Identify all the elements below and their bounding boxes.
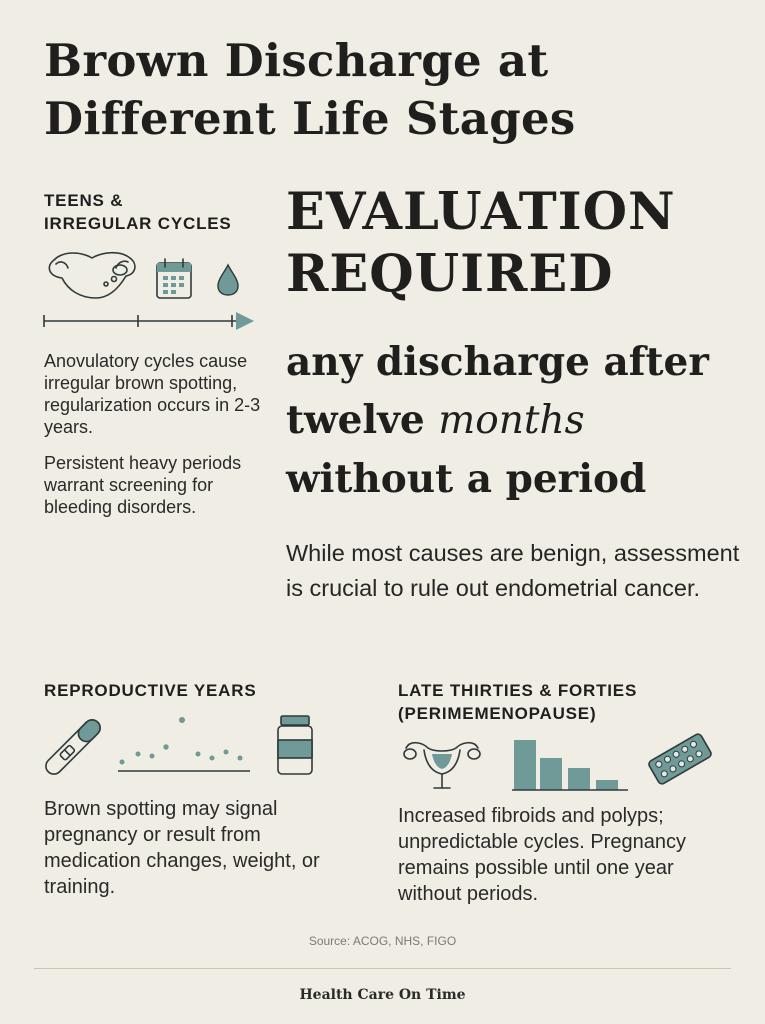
uterus-icon [42, 246, 142, 302]
footer-divider [34, 968, 731, 969]
perimenopause-heading-line-1: LATE THIRTIES & FORTIES [398, 681, 638, 700]
evaluation-line-2: REQUIRED [286, 244, 614, 304]
pregnancy-test-icon [40, 714, 106, 780]
teens-heading [44, 189, 232, 235]
pill-bottle-icon [276, 714, 314, 776]
perimenopause-heading-line-2: (PERIMEMENOPAUSE) [398, 704, 597, 723]
perimenopause-heading [398, 679, 637, 725]
teens-heading-line-2: IRREGULAR CYCLES [44, 214, 232, 233]
statement-emphasis: months [438, 398, 585, 443]
footer-brand: Health Care On Time [299, 987, 466, 1003]
reproductive-heading: REPRODUCTIVE YEARS [44, 681, 257, 700]
uterus-icon [400, 738, 484, 792]
evaluation-explanation: While most causes are benign, assessment is crucial to rule out endometrial cancer. [286, 540, 740, 601]
declining-bars-icon [512, 738, 630, 792]
teens-heading-line-1: TEENS & [44, 191, 124, 210]
timeline-icon [42, 310, 256, 332]
reproductive-paragraph: Brown spotting may signal pregnancy or result from medication changes, weight, or training. [44, 798, 320, 898]
evaluation-statement [286, 333, 746, 508]
evaluation-heading [286, 181, 746, 305]
teens-paragraph-2: Persistent heavy periods warrant screening for bleeding disorders. [44, 453, 242, 517]
page-title [44, 32, 724, 148]
pill-pack-icon [648, 728, 712, 790]
statement-part-2: without a period [286, 456, 647, 502]
droplet-icon [216, 263, 240, 297]
source-citation: Source: ACOG, NHS, FIGO [308, 934, 457, 948]
evaluation-line-1: EVALUATION [286, 182, 676, 242]
title-line-2: Different Life Stages [44, 92, 576, 145]
teens-paragraph-1: Anovulatory cycles cause irregular brown spotting, regularization occurs in 2-3 years. [44, 351, 261, 437]
calendar-icon [155, 258, 193, 300]
statement-part-1: any discharge after twelve [286, 339, 709, 443]
title-line-1: Brown Discharge at [44, 34, 549, 87]
perimenopause-paragraph: Increased fibroids and polyps; unpredictable cycles. Pregnancy remains possible until one year without periods. [398, 805, 686, 905]
scatter-dots-icon [116, 714, 252, 774]
